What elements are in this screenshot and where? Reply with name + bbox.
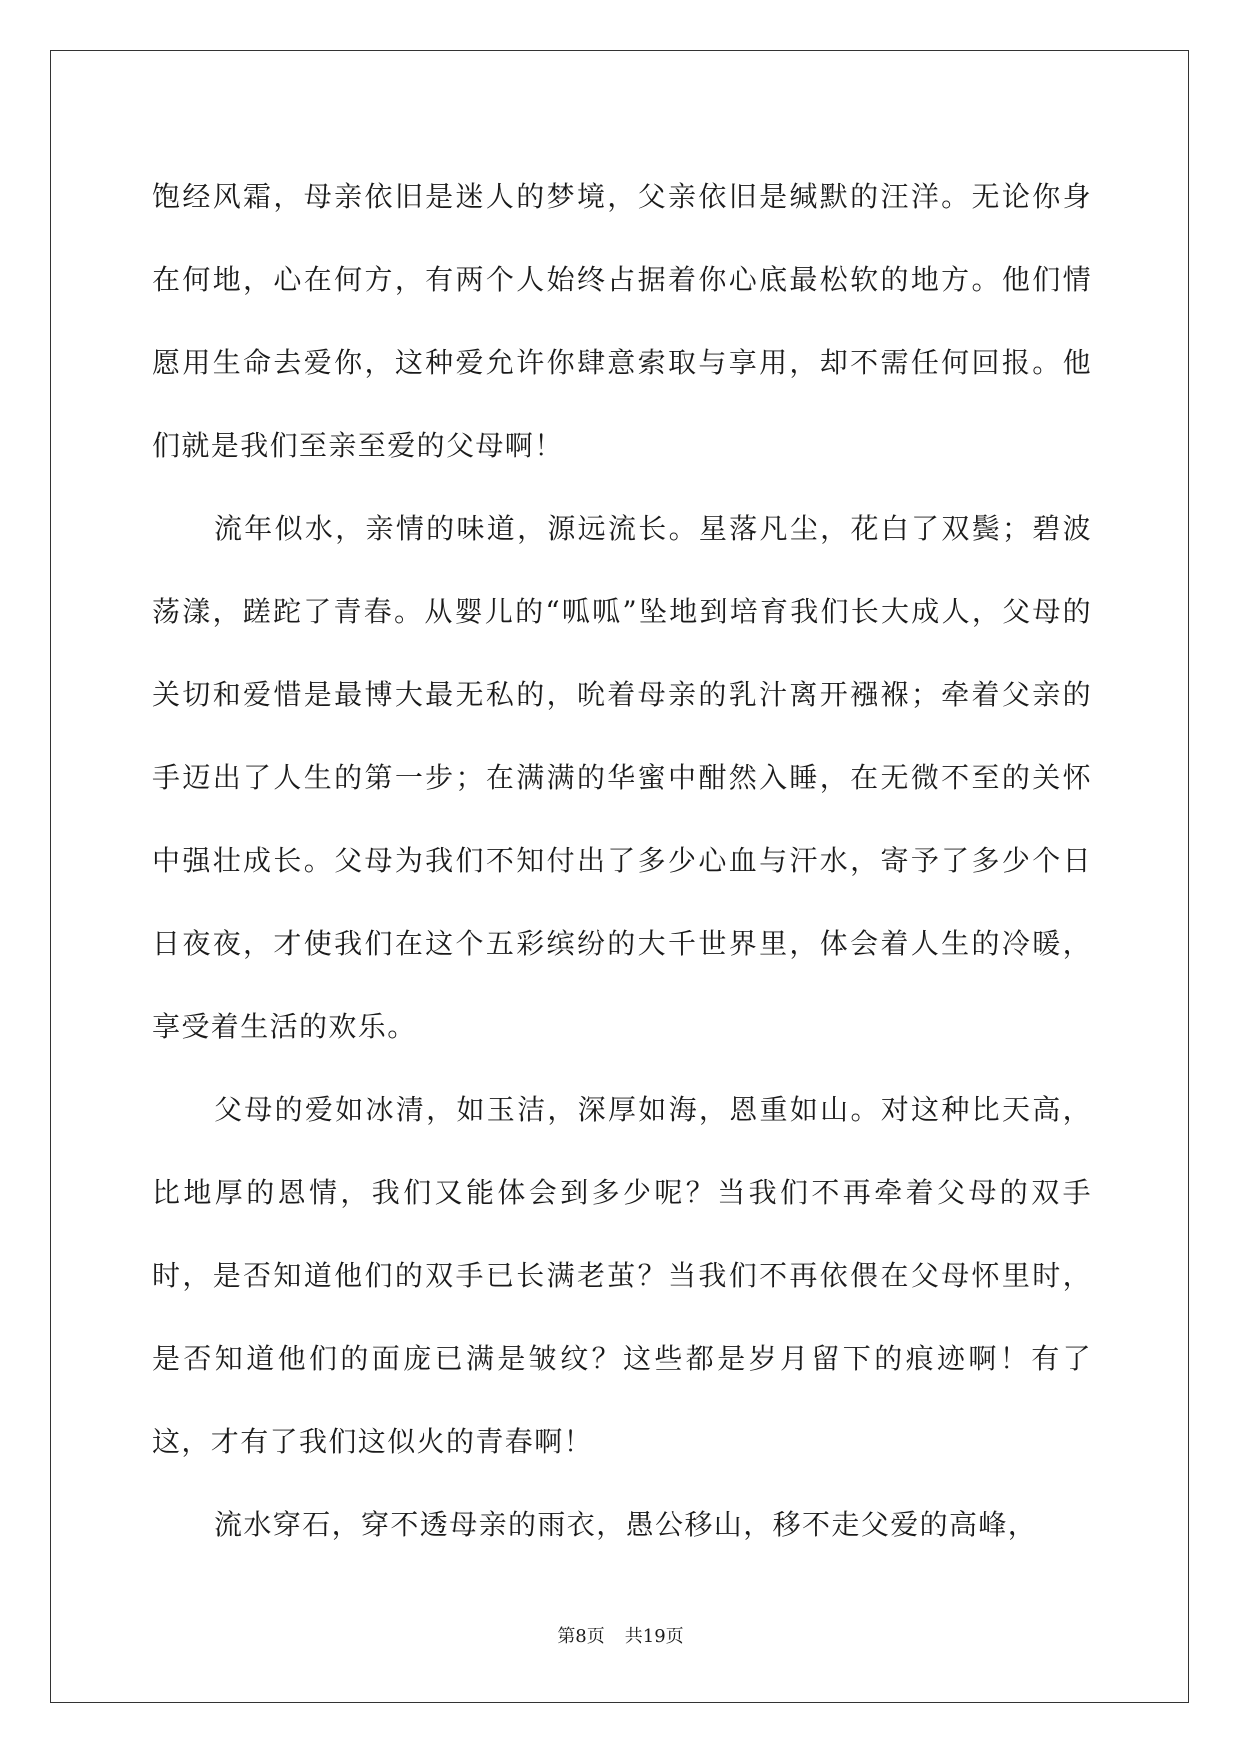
paragraph-1: 饱经风霜，母亲依旧是迷人的梦境，父亲依旧是缄默的汪洋。无论你身在何地，心在何方，有两个人始终占据着你心底最松软的地方。他们情愿用生命去爱你，这种爱允许你肆意索取与享用，却不需任何回报。他们就是我们至亲至爱的父母啊！	[152, 180, 1092, 462]
paragraph-4: 流水穿石，穿不透母亲的雨衣，愚公移山，移不走父爱的高峰，	[214, 1508, 1038, 1541]
document-body	[152, 155, 1092, 1566]
page-number: 第8页	[557, 1626, 605, 1647]
paragraph-2: 流年似水，亲情的味道，源远流长。星落凡尘，花白了双鬓；碧波荡漾，蹉跎了青春。从婴儿的“呱呱”坠地到培育我们长大成人，父母的关切和爱惜是最博大最无私的，吮着母亲的乳汁离开襁褓；牵着父亲的手迈出了人生的第一步；在满满的华蜜中酣然入睡，在无微不至的关怀中强壮成长。父母为我们不知付出了多少心血与汗水，寄予了多少个日日夜夜，才使我们在这个五彩缤纷的大千世界里，体会着人生的冷暖，享受着生活的欢乐。	[152, 512, 1092, 1043]
page-footer	[0, 1622, 1241, 1648]
paragraph-3: 父母的爱如冰清，如玉洁，深厚如海，恩重如山。对这种比天高，比地厚的恩情，我们又能体会到多少呢？当我们不再牵着父母的双手时，是否知道他们的双手已长满老茧？当我们不再依偎在父母怀里时，是否知道他们的面庞已满是皱纹？这些都是岁月留下的痕迹啊！有了这，才有了我们这似火的青春啊！	[152, 1093, 1092, 1458]
page-total: 共19页	[624, 1626, 684, 1647]
